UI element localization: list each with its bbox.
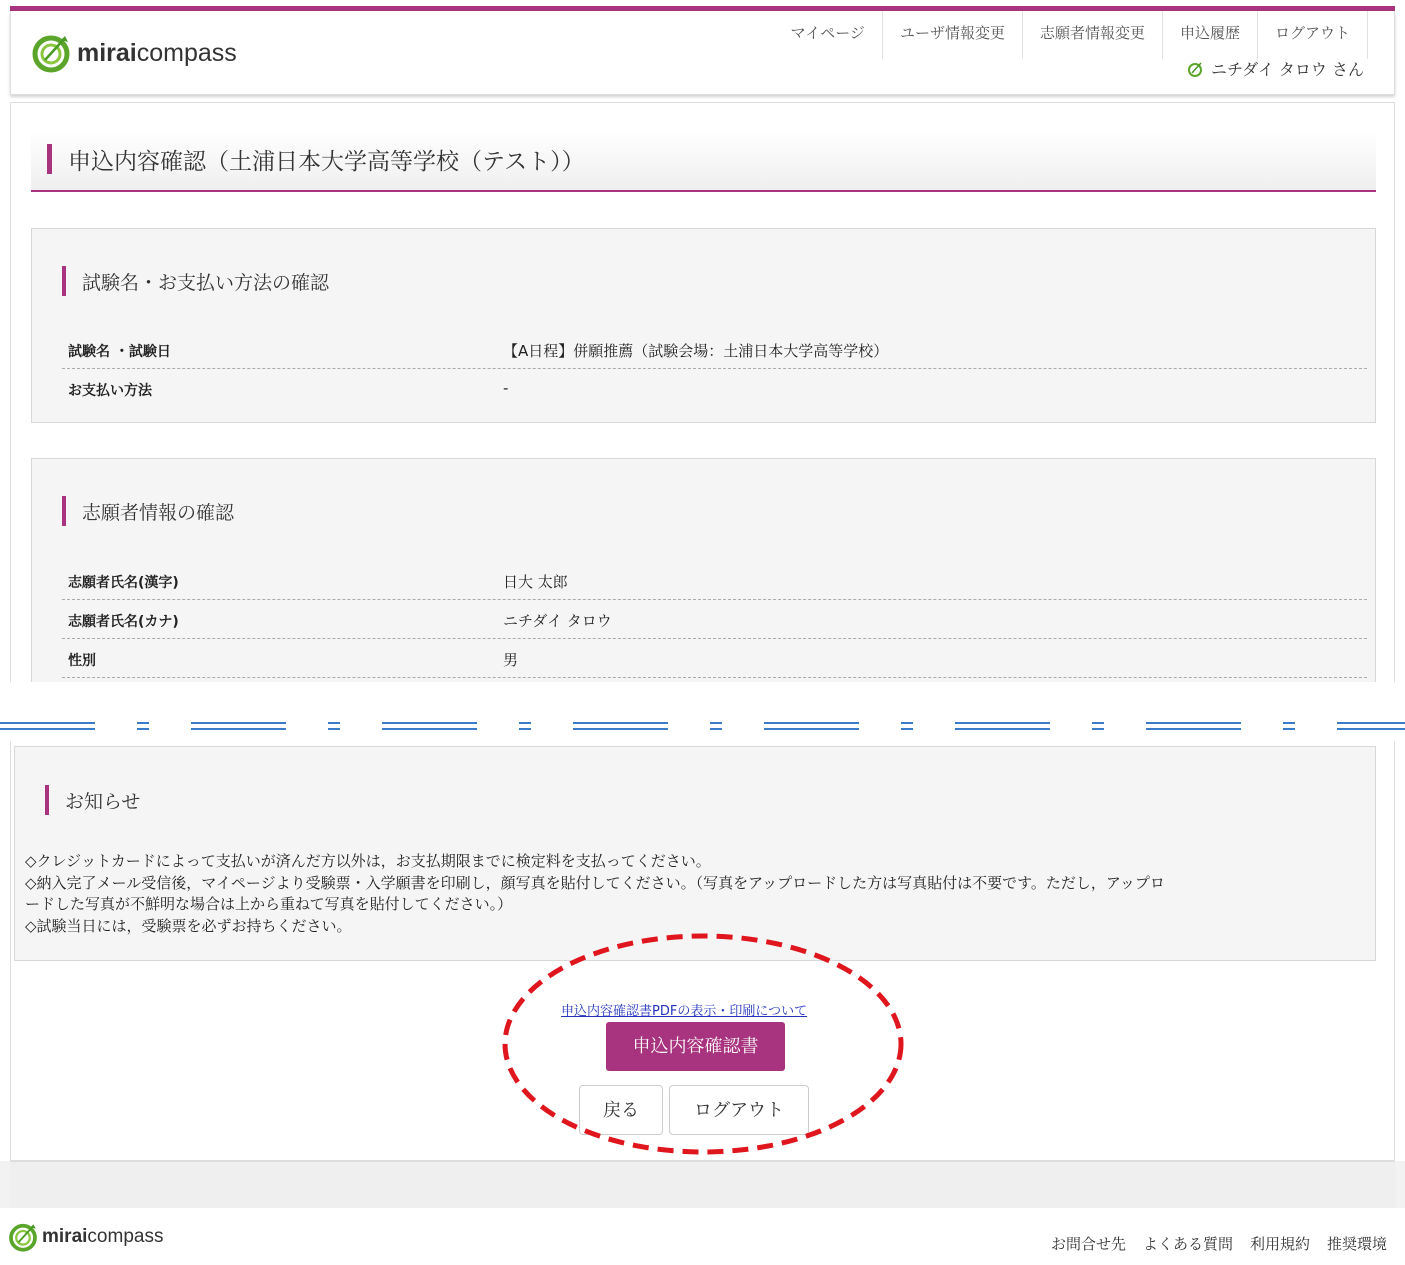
title-accent-bar [47,144,52,174]
page-title-box [31,130,1376,192]
applicant-rows [62,561,1367,678]
table-row [62,561,1367,600]
section-title: 試験名・お支払い方法の確認 [82,271,330,294]
row-label: お支払い方法 [68,383,152,399]
footer-strip [10,1161,1395,1208]
notice-line: ◇試験当日には，受験票を必ずお持ちください。 [25,916,352,935]
section-header [45,785,140,815]
site-header [10,11,1395,95]
row-label: 性別 [68,653,96,669]
compass-logo-icon [8,1222,38,1252]
exam-payment-section [31,228,1376,423]
user-compass-icon [1187,61,1203,77]
nav-user-info-edit[interactable]: ユーザ情報変更 [882,11,1022,59]
page-title: 申込内容確認（土浦日本大学高等学校（テスト）） [68,149,585,175]
section-header [62,496,234,526]
user-greeting [1187,57,1364,80]
nav-logout[interactable]: ログアウト [1257,11,1368,59]
compass-logo-icon [31,33,71,73]
confirmation-document-button[interactable]: 申込内容確認書 [606,1022,785,1071]
row-value: 男 [503,651,519,669]
row-value: - [503,379,509,397]
footer-links [1051,1233,1387,1254]
section-title: 志願者情報の確認 [82,501,235,524]
header-nav [774,11,1368,59]
section-accent-bar [62,266,66,296]
back-button[interactable]: 戻る [579,1085,663,1135]
table-row [62,369,1367,408]
brand-name: miraicompass [77,38,237,67]
row-value: 日大 太郎 [503,573,568,591]
section-accent-bar [45,785,49,815]
logout-button[interactable]: ログアウト [669,1085,809,1135]
omission-divider [0,718,1405,734]
user-name: ニチダイ タロウ さん [1210,60,1364,79]
section-header [62,266,329,296]
table-row [62,600,1367,639]
section-title: お知らせ [65,790,141,813]
nav-application-history[interactable]: 申込履歴 [1162,11,1257,59]
row-label: 志願者氏名(カナ) [68,614,179,630]
pdf-help-link[interactable]: 申込内容確認書PDFの表示・印刷について [561,1004,808,1019]
table-row [62,330,1367,369]
footer-logo[interactable] [8,1222,163,1252]
nav-applicant-info-edit[interactable]: 志願者情報変更 [1022,11,1162,59]
footer-link-environment[interactable]: 推奨環境 [1326,1235,1387,1253]
notice-line: ードした写真が不鮮明な場合は上から重ねて写真を貼付してください。） [25,895,513,913]
row-value: ニチダイ タロウ [503,612,612,630]
footer-link-faq[interactable]: よくある質問 [1142,1235,1233,1253]
exam-rows [62,330,1367,408]
row-value: 【A日程】併願推薦（試験会場：土浦日本大学高等学校） [503,342,889,360]
applicant-info-section [31,458,1376,682]
brand-logo[interactable] [31,33,237,73]
notice-text [25,851,1355,937]
brand-name: miraicompass [42,1226,164,1247]
footer-link-terms[interactable]: 利用規約 [1249,1235,1310,1253]
section-accent-bar [62,496,66,526]
row-label: 試験名 ・試験日 [68,344,171,360]
nav-mypage[interactable]: マイページ [790,24,865,42]
table-row [62,639,1367,678]
notice-section [14,746,1376,961]
row-label: 志願者氏名(漢字) [68,575,179,591]
main-panel [10,102,1395,682]
notice-line: ◇納入完了メール受信後，マイページより受験票・入学願書を印刷し，顔写真を貼付してください。（写真をアップロードした方は写真貼付は不要です。ただし，アップロ [25,873,1165,892]
notice-line: ◇クレジットカードによって支払いが済んだ方以外は，お支払期限までに検定料を支払ってください。 [25,852,711,870]
footer-link-contact[interactable]: お問合せ先 [1050,1235,1126,1253]
highlight-annotation-oval [500,930,906,1158]
